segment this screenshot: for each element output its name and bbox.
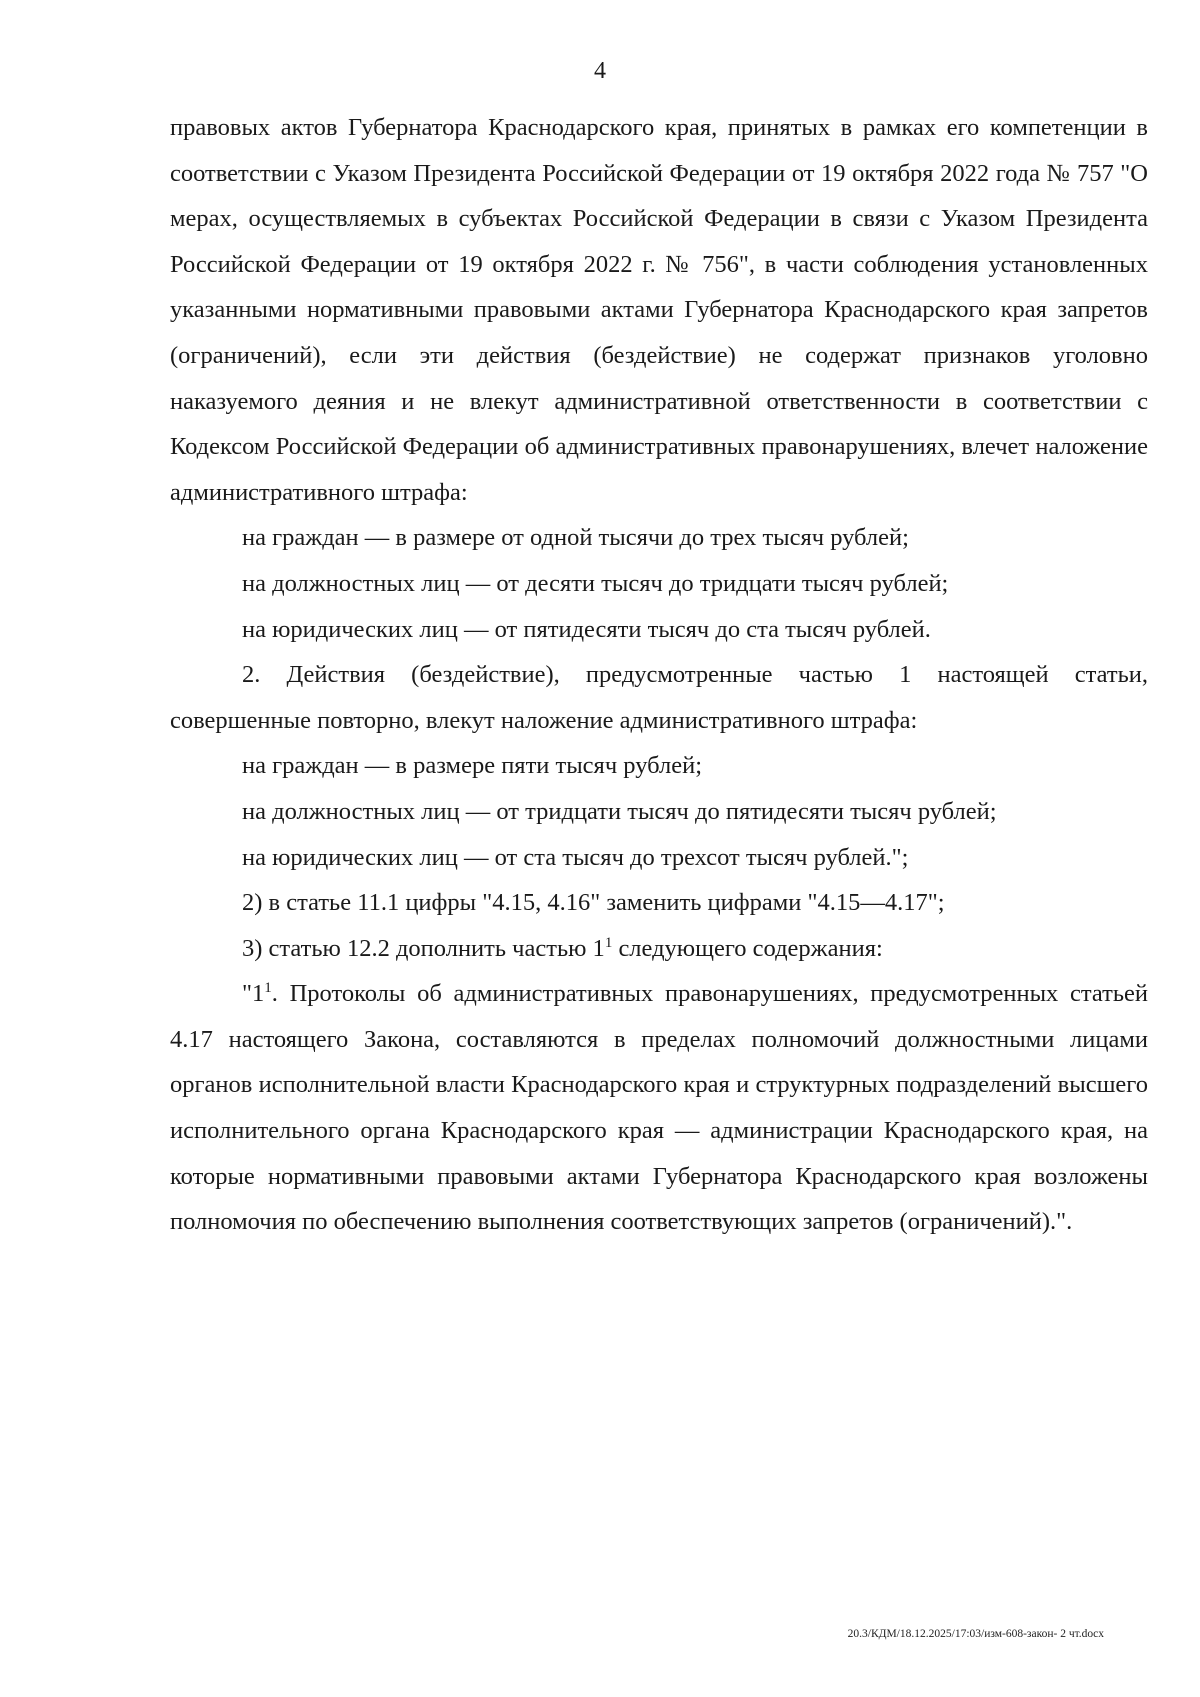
part-1-1-protocols — [170, 971, 1148, 1245]
amendment-article-12-2 — [170, 926, 1148, 972]
superscript-index: 1 — [604, 934, 613, 951]
part-1-1-text: . Протоколы об административных правонарушениях, предусмотренных статьей 4.17 настоящего Закона, составляются в пределах полномочий должностными лицами органов исполнительной власти Краснодарского края и структурных подразделений высшего исполнительного органа Краснодарского края — администрации Краснодарского края, на которые нормативными правовыми актами Губернатора Краснодарского края возложены полномочия по обеспечению выполнения соответствующих запретов (ограничений).". — [170, 980, 1148, 1236]
repeat-fine-legal-entities: на юридических лиц — от ста тысяч до трехсот тысяч рублей."; — [242, 843, 909, 871]
fine-legal-entities: на юридических лиц — от пятидесяти тысяч до ста тысяч рублей. — [242, 615, 931, 643]
amendment-article-12-2-text: 3) статью 12.2 дополнить частью 1 — [242, 934, 605, 962]
document-body — [170, 105, 1148, 1245]
repeat-fine-citizens: на граждан — в размере пяти тысяч рублей; — [242, 752, 702, 780]
fine-officials: на должностных лиц — от десяти тысяч до тридцати тысяч рублей; — [242, 569, 949, 597]
page-number: 4 — [594, 58, 606, 84]
document-footer-stamp: 20.3/КДМ/18.12.2025/17:03/изм-608-закон- 2 чт.docx — [847, 1628, 1104, 1640]
superscript-index: 1 — [264, 980, 272, 997]
part-1-1-label: "1 — [242, 980, 265, 1008]
part-2-repeated-actions: 2. Действия (бездействие), предусмотренные частью 1 настоящей статьи, совершенные повторно, влекут наложение административного штрафа: — [170, 661, 1148, 734]
amendment-article-12-2-text-end: следующего содержания: — [612, 934, 883, 962]
paragraph-continuation: правовых актов Губернатора Краснодарского края, принятых в рамках его компетенции в соответствии с Указом Президента Российской Федерации от 19 октября 2022 года № 757 "О мерах, осуществляемых в субъектах Российской Федерации в связи с Указом Президента Российской Федерации от 19 октября 2022 г. № 756", в части соблюдения установленных указанными нормативными правовыми актами Губернатора Краснодарского края запретов (ограничений), если эти действия (бездействие) не содержат признаков уголовно наказуемого деяния и не влекут административной ответственности в соответствии с Кодексом Российской Федерации об административных правонарушениях, влечет наложение административного штрафа: — [170, 114, 1148, 506]
amendment-article-11-1: 2) в статье 11.1 цифры "4.15, 4.16" заменить цифрами "4.15—4.17"; — [242, 889, 945, 917]
repeat-fine-officials: на должностных лиц — от тридцати тысяч до пятидесяти тысяч рублей; — [242, 797, 997, 825]
fine-citizens: на граждан — в размере от одной тысячи до трех тысяч рублей; — [242, 524, 909, 552]
